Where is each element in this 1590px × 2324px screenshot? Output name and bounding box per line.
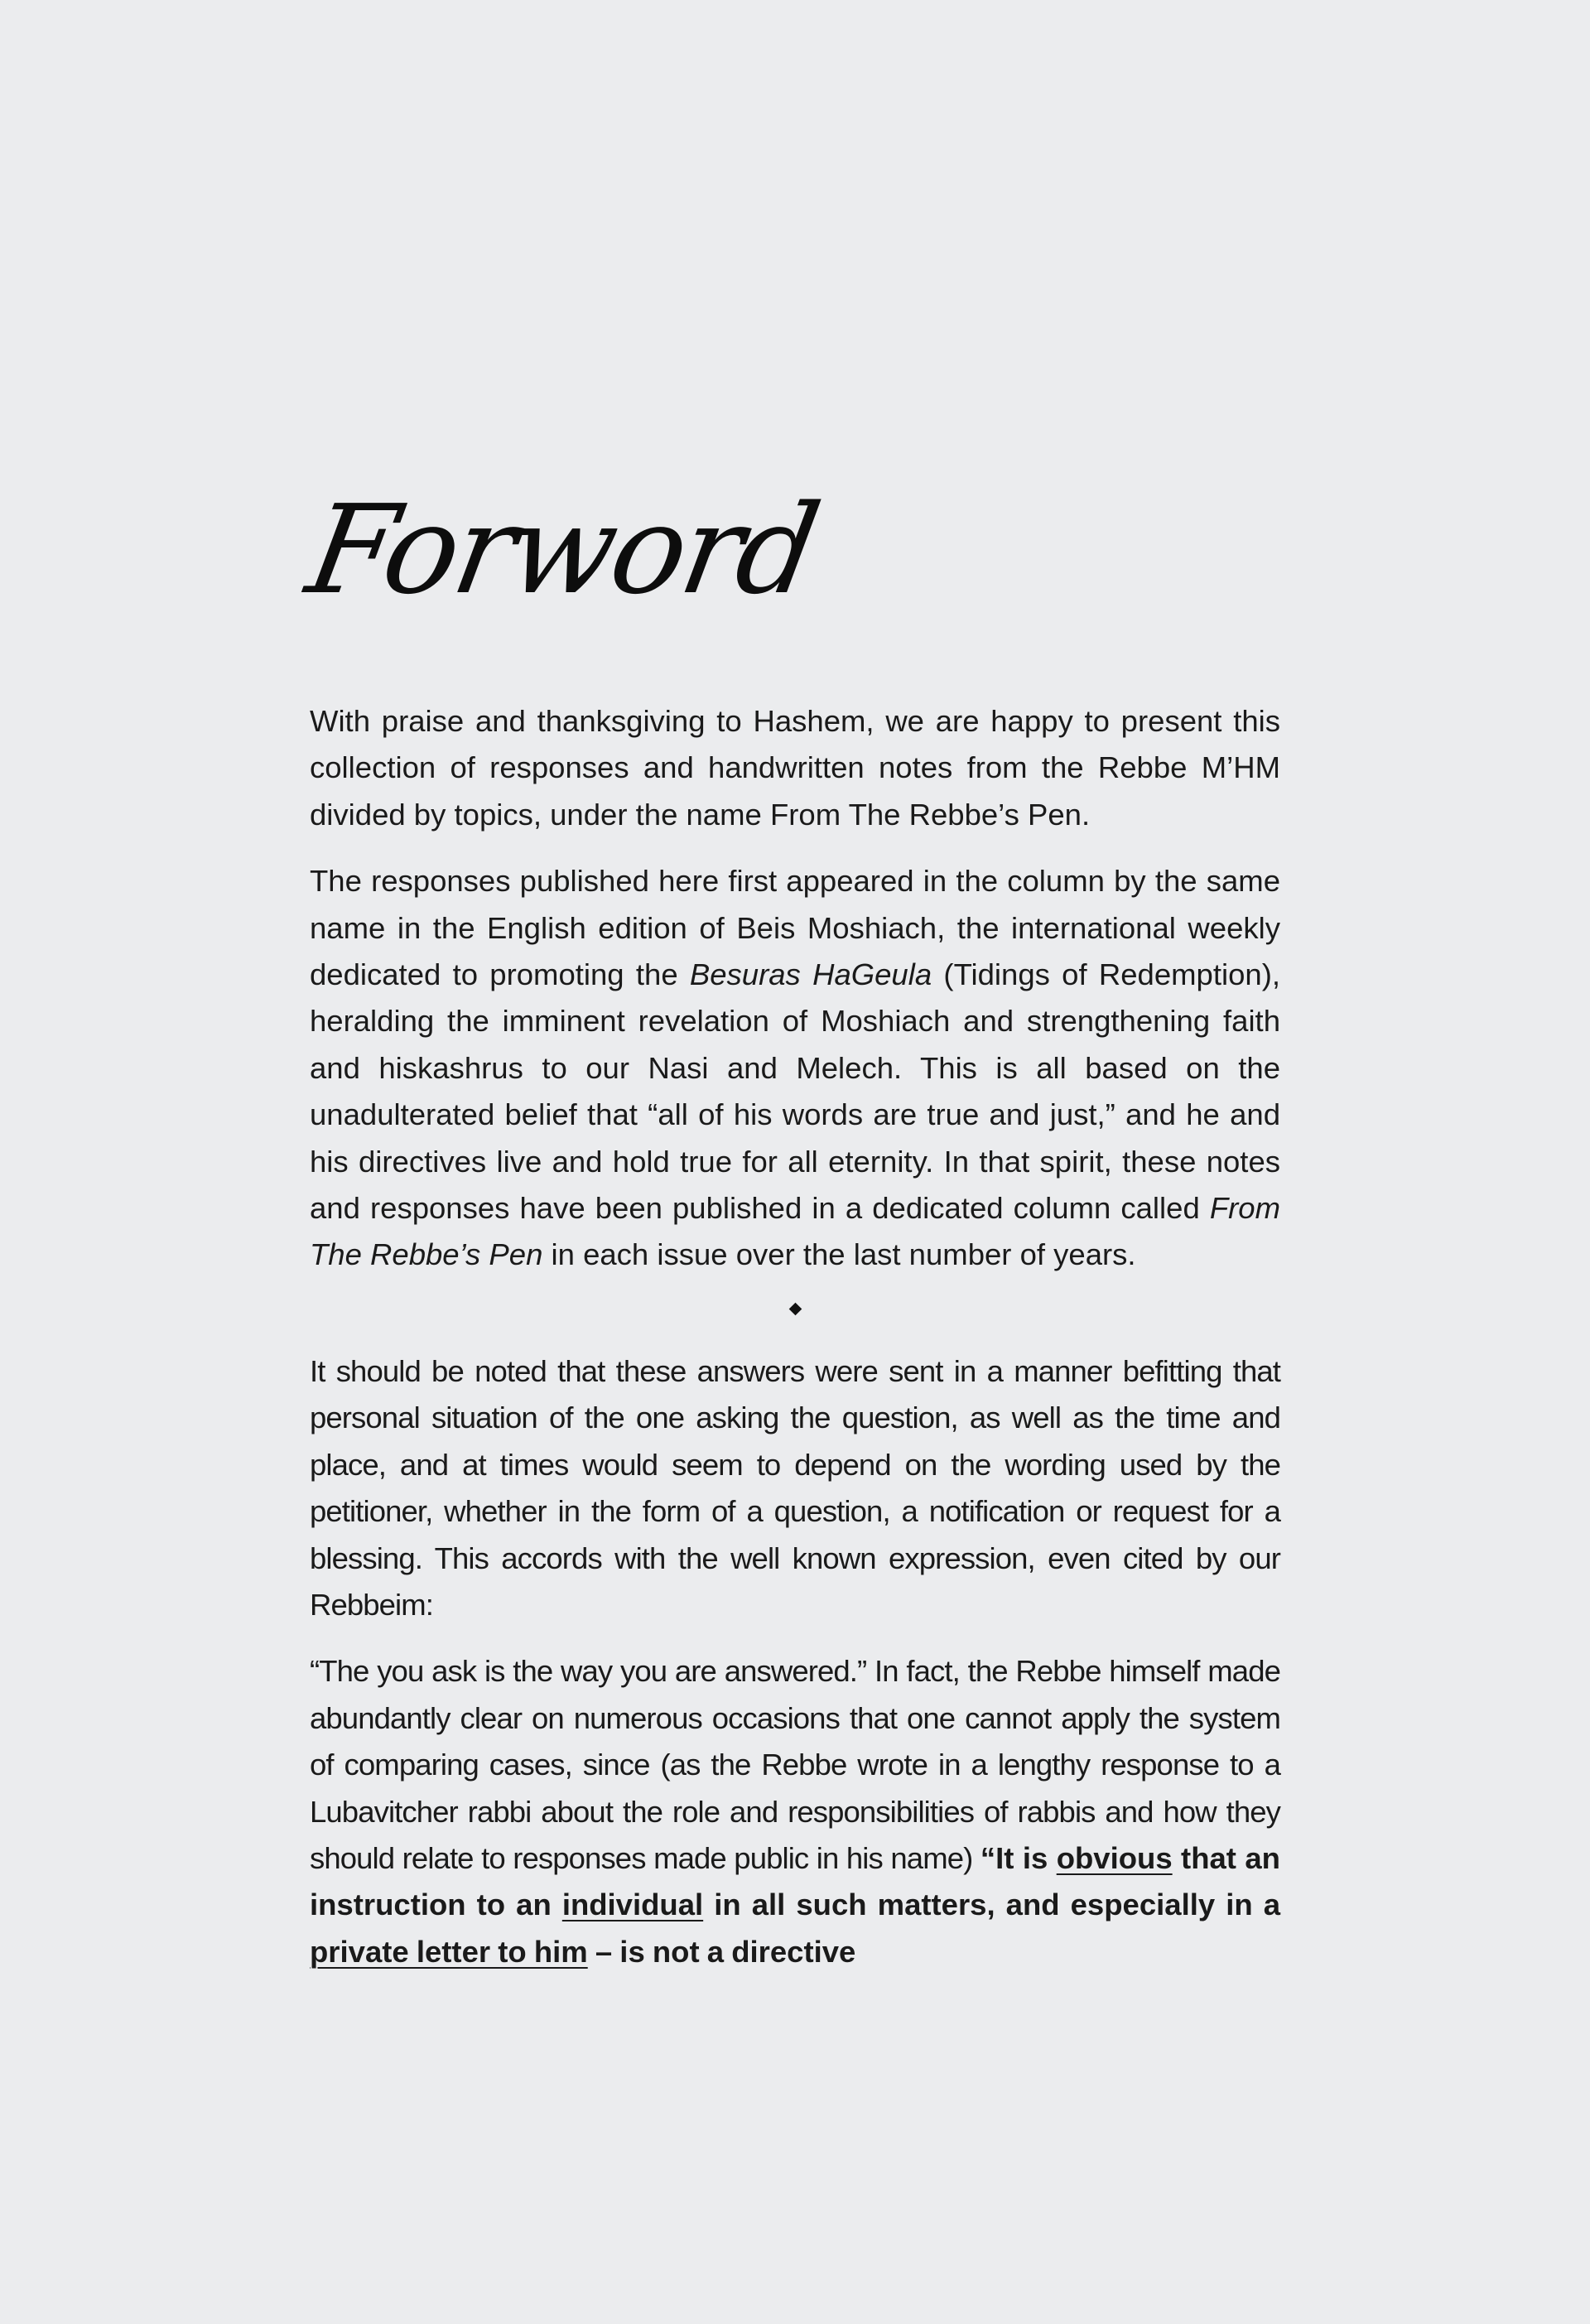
paragraph-1: With praise and thanksgiving to Hashem, we are happy to present this collection of responses and handwritten notes from the Rebbe M’HM divided by topics, under the name From The Rebbe’s Pen. <box>310 704 1280 832</box>
paragraph-2-text-c: (Tidings of Redemption), heralding the imminent revelation of Moshiach and strengthening faith and hiskashrus to our Nasi and Melech. This is all based on the unadulterated belief that “all of his words are true and just,” and he and his directives live and hold true for all eternity. In that spirit, these notes and responses have been published in a dedicated column called <box>310 957 1280 1226</box>
paragraph-4-text-a: “The you ask is the way you are answered.” In fact, the Rebbe himself made abundantly clear on numerous occasions that one cannot apply the system of comparing cases, since (as the Rebbe wrote in a lengthy response to a Lubavitcher rabbi about the role and responsibilities of rabbis and how they should relate to responses made public in his name) <box>310 1654 1280 1875</box>
section-divider <box>310 1292 1280 1325</box>
paragraph-3: It should be noted that these answers were sent in a manner befitting that personal situation of the one asking the question, as well as the time and place, and at times would seem to depend on the wording used by the petitioner, whether in the form of a question, a notification or request for a blessing. This accords with the well known expression, even cited by our Rebbeim: <box>310 1353 1280 1622</box>
besuras-hageula-italic: Besuras HaGeula <box>689 957 932 992</box>
quote-bold-start: “It is <box>980 1840 1057 1875</box>
diamond-icon <box>788 1303 802 1316</box>
page-title: Forword <box>297 479 826 621</box>
quote-underline-obvious: obvious <box>1056 1840 1173 1875</box>
quote-bold-end: – is not a directive <box>587 1934 856 1969</box>
paragraph-2-text-a: The responses published here first appeared in the column by the same name in the English edition of Beis Moshiach, the international weekly dedicated to promoting the <box>310 864 1280 992</box>
paragraph-2-text-e: in each issue over the last number of years. <box>542 1237 1136 1272</box>
column-name-italic: From The Rebbe’s Pen <box>310 1191 1280 1272</box>
quote-underline-individual: individual <box>561 1888 704 1922</box>
quote-bold-middle-2: in all such matters, and especially in a <box>703 1888 1280 1922</box>
paragraph-2 <box>310 858 1280 1279</box>
paragraph-4 <box>310 1648 1280 1975</box>
quote-bold-middle-1: that an instruction to an <box>310 1840 1280 1922</box>
quote-underline-private-letter: private letter to him <box>310 1934 588 1969</box>
forward-body <box>310 698 1280 1995</box>
